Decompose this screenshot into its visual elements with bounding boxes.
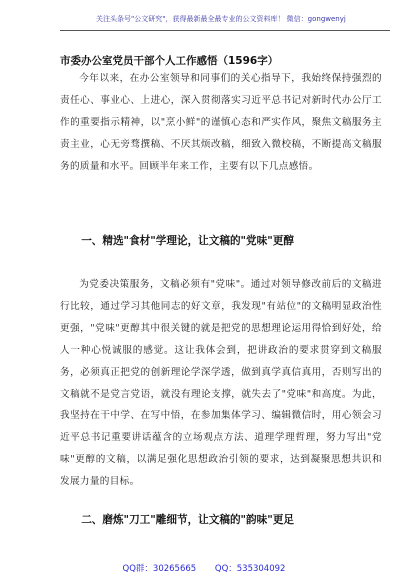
header-promo-note: 关注头条号"公文研究"，获得最新最全最专业的公文资料库！ 微信：gongwenyj	[96, 15, 346, 23]
header-divider	[60, 30, 390, 31]
document-title: 市委办公室党员干部个人工作感悟（1596字）	[60, 55, 279, 67]
paragraph-section-1: 为党委决策服务，文稿必须有"党味"。通过对领导修改前后的文稿进行比较，通过学习其他同志的好文章，我发现"有站位"的文稿明显政治性更强，"党味"更醇其中很关键的就是把党的思想理论运用得恰到好处，给人一种心悦诚服的感觉。这让我体会到，把讲政治的要求贯穿到文稿服务，必须真正把党的创新理论学深学透，做到真学真信真用，否则写出的文稿就不是党言党语，就没有理论支撑，就失去了"党味"和高度。为此，我坚持在干中学、在写中悟，在参加集体学习、编辑微信时，用心领会习近平总书记重要讲话蕴含的立场观点方法、道理学理哲理，努力写出"党味"更醇的文稿，以满足强化思想政治引领的要求，达到凝聚思想共识和发展力量的目标。	[60, 279, 382, 488]
footer-contact	[0, 562, 408, 574]
section-heading-1: 一、精选"食材"学理论，让文稿的"党味"更醇	[81, 235, 294, 247]
paragraph-intro: 今年以来，在办公室领导和同事们的关心指导下，我始终保持强烈的责任心、事业心、上进心，深入贯彻落实习近平总书记对新时代办公厅工作的重要指示精神，以"烹小鲜"的谨慎心态和严实作风，聚焦文稿服务主责主业，心无旁骛撰稿、不厌其烦改稿，细致入微校稿，不断提高文稿服务的质量和水平。回顾半年来工作，主要有以下几点感悟。	[60, 73, 382, 172]
footer-qq-group[interactable]: QQ群：30265665	[122, 564, 197, 574]
section-heading-2: 二、磨炼"刀工"雕细节，让文稿的"韵味"更足	[81, 514, 294, 526]
footer-qq-number[interactable]: QQ：535304092	[214, 564, 286, 574]
